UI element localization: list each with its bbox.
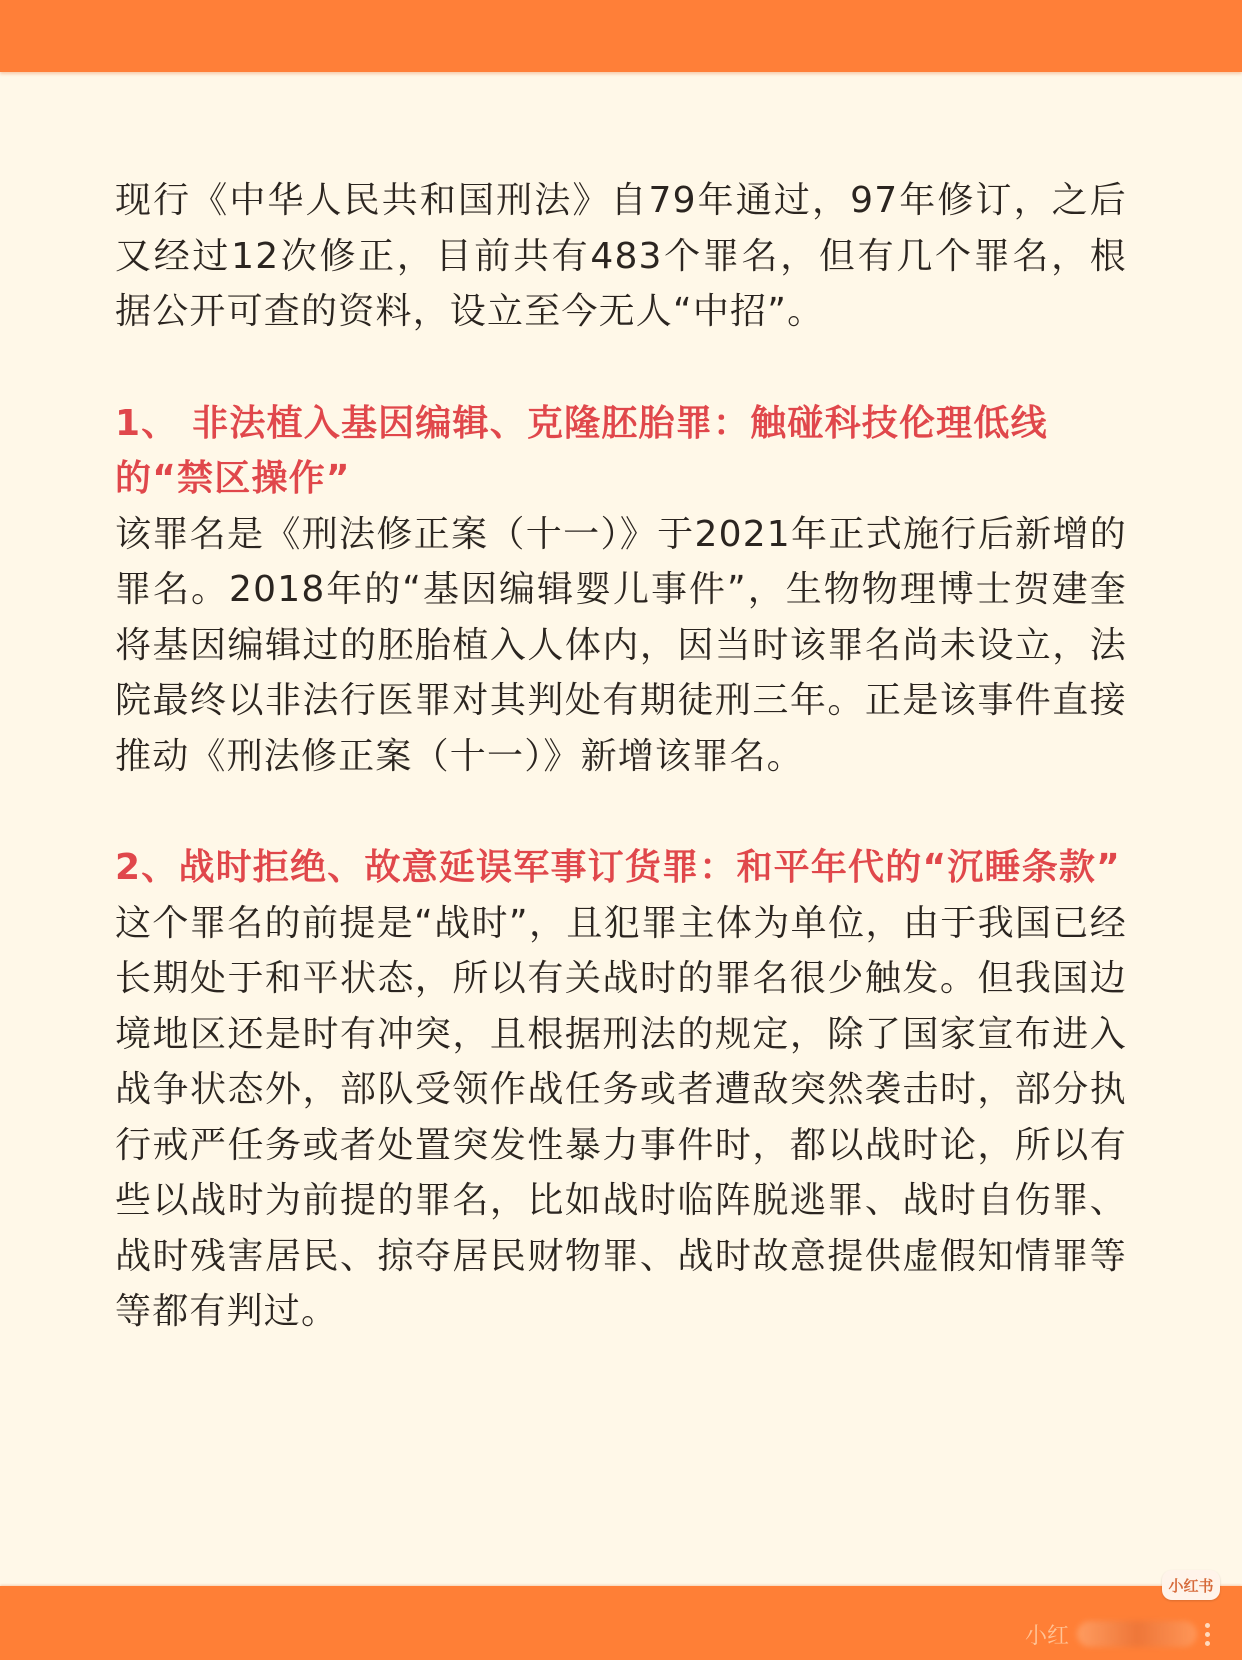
section-2-heading: 2、战时拒绝、故意延误军事订货罪：和平年代的“沉睡条款” — [115, 847, 1121, 888]
xiaohongshu-logo-badge: 小红书 — [1162, 1570, 1220, 1600]
section-1-heading: 1、 非法植入基因编辑、克隆胚胎罪：触碰科技伦理低线的“禁区操作” — [115, 402, 1048, 499]
blurred-username — [1077, 1621, 1197, 1647]
watermark-text: 小红 — [1025, 1623, 1070, 1649]
top-orange-band — [0, 0, 1242, 72]
author-watermark — [1025, 1617, 1210, 1651]
section-2 — [115, 840, 1127, 1340]
section-2-body: 这个罪名的前提是“战时”，且犯罪主体为单位，由于我国已经长期处于和平状态，所以有关战时的罪名很少触发。但我国边境地区还是时有冲突，且根据刑法的规定，除了国家宣布进入战争状态外，部队受领作战任务或者遭敌突然袭击时，部分执行戒严任务或者处置突发性暴力事件时，都以战时论，所以有些以战时为前提的罪名，比如战时临阵脱逃罪、战时自伤罪、战时残害居民、掠夺居民财物罪、战时故意提供虚假知情罪等等都有判过。 — [115, 902, 1127, 1332]
intro-paragraph: 现行《中华人民共和国刑法》自79年通过，97年修订，之后又经过12次修正，目前共有483个罪名，但有几个罪名，根据公开可查的资料，设立至今无人“中招”。 — [115, 180, 1127, 332]
more-dots-icon — [1205, 1623, 1210, 1646]
section-1-body: 该罪名是《刑法修正案（十一）》于2021年正式施行后新增的罪名。2018年的“基因编辑婴儿事件”，生物物理博士贺建奎将基因编辑过的胚胎植入人体内，因当时该罪名尚未设立，法院最终以非法行医罪对其判处有期徒刑三年。正是该事件直接推动《刑法修正案（十一）》新增该罪名。 — [115, 513, 1127, 777]
section-1 — [115, 396, 1127, 785]
article-content — [115, 173, 1127, 1340]
